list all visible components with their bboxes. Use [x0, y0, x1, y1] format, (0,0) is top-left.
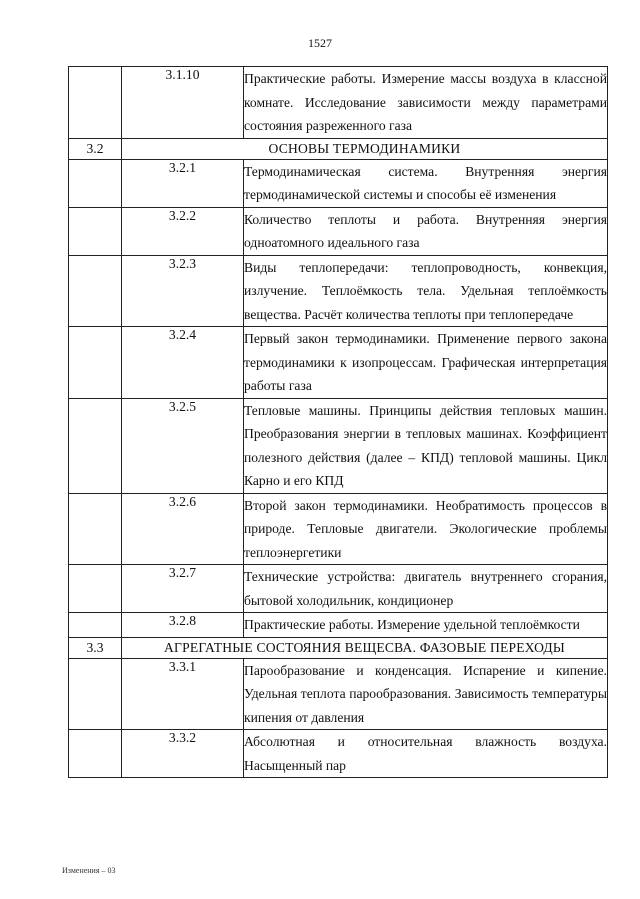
item-description: Виды теплопередачи: теплопроводность, конвекция, излучение. Теплоёмкость тела. Удельная теплоёмкость вещества. Расчёт количества теплоты при теплопередаче	[244, 255, 608, 327]
item-description: Парообразование и конденсация. Испарение и кипение. Удельная теплота парообразования. Зависимость температуры кипения от давления	[244, 658, 608, 730]
item-description: Первый закон термодинамики. Применение первого закона термодинамики к изопроцессам. Графическая интерпретация работы газа	[244, 327, 608, 399]
table-row	[69, 207, 608, 255]
page-number: 1527	[308, 36, 332, 50]
section-number-cell	[69, 493, 122, 565]
table-row	[69, 159, 608, 207]
section-title: ОСНОВЫ ТЕРМОДИНАМИКИ	[122, 138, 608, 159]
section-number-cell	[69, 565, 122, 613]
table-row	[69, 493, 608, 565]
table-row	[69, 613, 608, 638]
footer-revision: Изменения – 03	[62, 866, 116, 875]
item-number: 3.2.6	[122, 493, 244, 565]
item-number: 3.3.1	[122, 658, 244, 730]
table-row	[69, 658, 608, 730]
section-number: 3.3	[69, 637, 122, 658]
section-number: 3.2	[69, 138, 122, 159]
item-number: 3.2.7	[122, 565, 244, 613]
item-number: 3.2.5	[122, 398, 244, 493]
item-number: 3.3.2	[122, 730, 244, 778]
item-number: 3.2.3	[122, 255, 244, 327]
section-number-cell	[69, 327, 122, 399]
table-row	[69, 255, 608, 327]
item-description: Практические работы. Измерение массы воздуха в классной комнате. Исследование зависимости между параметрами состояния разреженного газа	[244, 67, 608, 139]
table-row	[69, 730, 608, 778]
section-number-cell	[69, 730, 122, 778]
table-row	[69, 398, 608, 493]
item-description: Абсолютная и относительная влажность воздуха. Насыщенный пар	[244, 730, 608, 778]
item-description: Тепловые машины. Принципы действия тепловых машин. Преобразования энергии в тепловых машинах. Коэффициент полезного действия (далее – КПД) тепловой машины. Цикл Карно и его КПД	[244, 398, 608, 493]
item-number: 3.2.4	[122, 327, 244, 399]
section-number-cell	[69, 255, 122, 327]
table-row	[69, 327, 608, 399]
section-row	[69, 637, 608, 658]
table-row	[69, 565, 608, 613]
item-number: 3.2.2	[122, 207, 244, 255]
section-number-cell	[69, 613, 122, 638]
section-number-cell	[69, 159, 122, 207]
item-number: 3.2.8	[122, 613, 244, 638]
item-description: Технические устройства: двигатель внутреннего сгорания, бытовой холодильник, кондиционер	[244, 565, 608, 613]
section-number-cell	[69, 658, 122, 730]
section-number-cell	[69, 398, 122, 493]
item-number: 3.1.10	[122, 67, 244, 139]
section-number-cell	[69, 67, 122, 139]
curriculum-table	[68, 66, 608, 778]
table-row	[69, 67, 608, 139]
item-description: Второй закон термодинамики. Необратимость процессов в природе. Тепловые двигатели. Экологические проблемы теплоэнергетики	[244, 493, 608, 565]
item-description: Термодинамическая система. Внутренняя энергия термодинамической системы и способы её изменения	[244, 159, 608, 207]
item-description: Количество теплоты и работа. Внутренняя энергия одноатомного идеального газа	[244, 207, 608, 255]
section-title: АГРЕГАТНЫЕ СОСТОЯНИЯ ВЕЩЕСВА. ФАЗОВЫЕ ПЕРЕХОДЫ	[122, 637, 608, 658]
section-row	[69, 138, 608, 159]
item-number: 3.2.1	[122, 159, 244, 207]
item-description: Практические работы. Измерение удельной теплоёмкости	[244, 613, 608, 638]
section-number-cell	[69, 207, 122, 255]
